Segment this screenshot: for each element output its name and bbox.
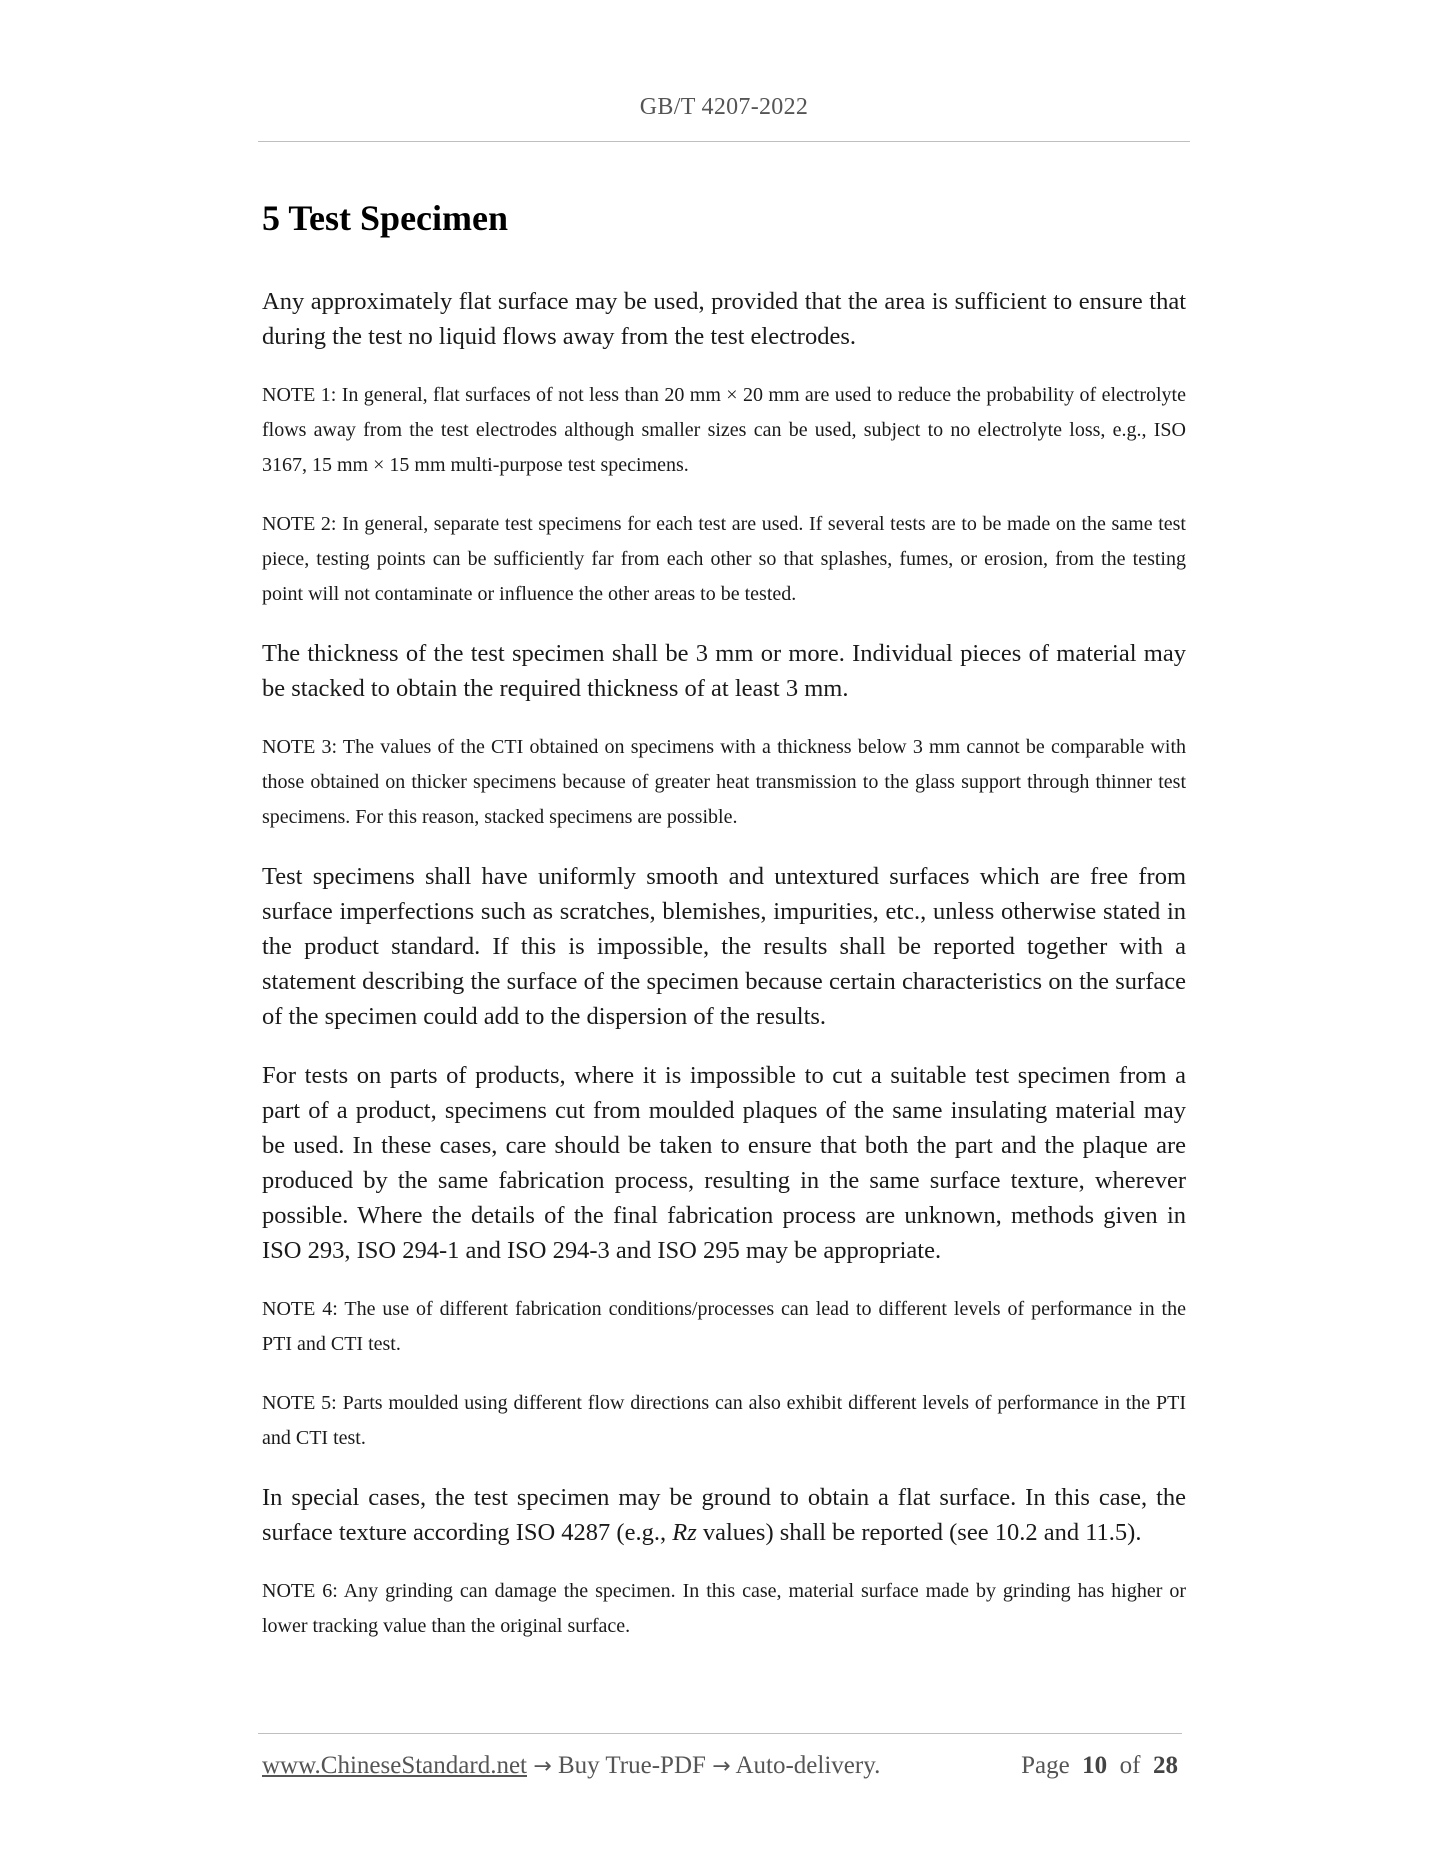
header-divider [258,141,1190,142]
paragraph-thickness: The thickness of the test specimen shall be 3 mm or more. Individual pieces of material may be stacked to obtain the required thickness of at least 3 mm. [262,640,1186,702]
document-id-header: GB/T 4207-2022 [639,94,809,120]
paragraph-special-cases [262,1480,1186,1550]
arrow-right-icon: → [533,1754,552,1779]
arrow-right-icon: → [712,1754,731,1779]
page-indicator [1021,1748,1178,1784]
page-footer [262,1748,1182,1785]
total-pages: 28 [1153,1752,1178,1779]
note-1: NOTE 1: In general, flat surfaces of not less than 20 mm × 20 mm are used to reduce the probability of electrolyte flows away from the test electrodes although smaller sizes can be used, subject to no electrolyte loss, e.g., ISO 3167, 15 mm × 15 mm multi-purpose test specimens. [262,384,1186,476]
rz-term: Rz [672,1519,697,1546]
special-cases-text-b: values) shall be reported (see 10.2 and 11.5). [696,1519,1142,1546]
of-label: of [1119,1752,1141,1779]
note-2: NOTE 2: In general, separate test specimens for each test are used. If several tests are to be made on the same test piece, testing points can be sufficiently far from each other so that splashes, fumes, or erosion, from the testing point will not contaminate or influence the other areas to be tested. [262,513,1186,605]
page-label: Page [1021,1752,1070,1779]
page-number: 10 [1082,1752,1108,1779]
buy-pdf-text: Buy True-PDF [557,1752,706,1779]
special-cases-text-a: In special cases, the test specimen may be ground to obtain a flat surface. In this case, the surface texture according ISO 4287 (e.g., [262,1484,1186,1546]
section-title: 5 Test Specimen [262,198,509,238]
note-4: NOTE 4: The use of different fabrication conditions/processes can lead to different levels of performance in the PTI and CTI test. [262,1298,1186,1355]
paragraph-parts-of-products: For tests on parts of products, where it is impossible to cut a suitable test specimen from a part of a product, specimens cut from moulded plaques of the same insulating material may be used. In these cases, care should be taken to ensure that both the part and the plaque are produced by the same fabrication process, resulting in the same surface texture, wherever possible. Where the details of the final fabrication process are unknown, methods given in ISO 293, ISO 294-1 and ISO 294-3 and ISO 295 may be appropriate. [262,1062,1186,1264]
auto-delivery-text: Auto-delivery. [735,1752,881,1779]
page-content [262,190,1186,1668]
footer-divider [258,1733,1182,1734]
note-3: NOTE 3: The values of the CTI obtained on specimens with a thickness below 3 mm cannot be comparable with those obtained on thicker specimens because of greater heat transmission to the glass support through thinner test specimens. For this reason, stacked specimens are possible. [262,736,1186,828]
note-5: NOTE 5: Parts moulded using different flow directions can also exhibit different levels of performance in the PTI and CTI test. [262,1392,1186,1449]
website-link[interactable]: www.ChineseStandard.net [262,1752,527,1779]
paragraph-surfaces: Test specimens shall have uniformly smooth and untextured surfaces which are free from surface imperfections such as scratches, blemishes, impurities, etc., unless otherwise stated in the product standard. If this is impossible, the results shall be reported together with a statement describing the surface of the specimen because certain characteristics on the surface of the specimen could add to the dispersion of the results. [262,863,1186,1030]
note-6: NOTE 6: Any grinding can damage the specimen. In this case, material surface made by grinding has higher or lower tracking value than the original surface. [262,1580,1186,1637]
paragraph-flat-surface: Any approximately flat surface may be used, provided that the area is sufficient to ensure that during the test no liquid flows away from the test electrodes. [262,288,1186,350]
